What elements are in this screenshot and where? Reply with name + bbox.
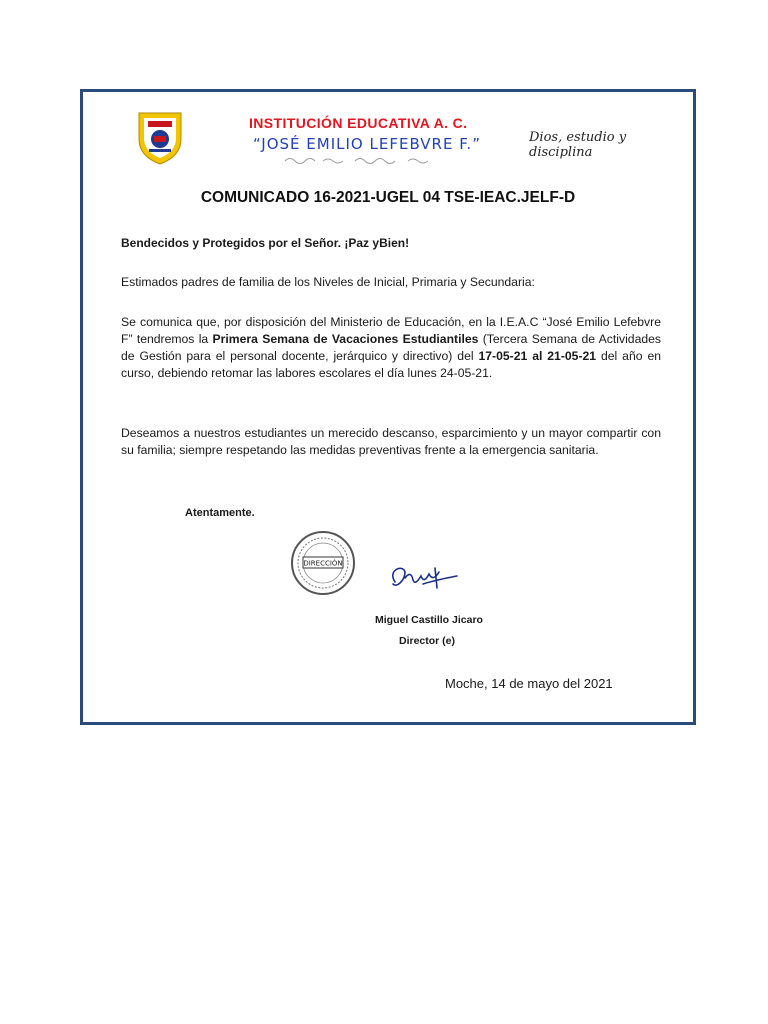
institution-subtitle-scribble <box>283 155 433 167</box>
subtitle-scribble-icon <box>283 155 433 165</box>
body-paragraph-announcement <box>121 314 661 382</box>
announcement-text-end: del año en curso, debiendo retomar las labores escolares el día lunes 24-05-21. <box>121 349 661 380</box>
seal-label: DIRECCIÓN <box>303 559 343 568</box>
signer-role: Director (e) <box>399 635 456 647</box>
announcement-text: Se comunica que, por disposición del Ministerio de Educación, en la I.E.A.C “José Emilio Lefebvre F” tendremos la <box>121 315 661 346</box>
institution-person-name: “JOSÉ EMILIO LEFEBVRE F.” <box>253 135 481 153</box>
vacation-dates-highlight: 17-05-21 al 21-05-21 <box>478 349 597 363</box>
vacation-week-highlight: Primera Semana de Vacaciones Estudiantiles <box>212 332 479 346</box>
body-paragraph-wishes: Deseamos a nuestros estudiantes un merecido descanso, esparcimiento y un mayor compartir con su familia; siempre respetando las medidas preventivas frente a la emergencia sanitaria. <box>121 426 661 457</box>
document-frame <box>80 89 696 725</box>
official-seal-icon <box>290 530 356 596</box>
salutation: Estimados padres de familia de los Niveles de Inicial, Primaria y Secundaria: <box>121 275 535 289</box>
greeting: Bendecidos y Protegidos por el Señor. ¡Paz yBien! <box>121 236 410 250</box>
document-date: Moche, 14 de mayo del 2021 <box>445 676 613 691</box>
announcement-text-cont: (Tercera Semana de Actividades de Gestión para el personal docente, jerárquico y directivo) del <box>121 332 661 363</box>
signature-icon <box>383 560 461 596</box>
signer-name: Miguel Castillo Jicaro <box>375 614 483 626</box>
institution-name: INSTITUCIÓN EDUCATIVA A. C. <box>249 115 468 131</box>
institution-motto: Dios, estudio y disciplina <box>529 130 627 160</box>
school-crest-icon <box>137 111 183 165</box>
document-title: COMUNICADO 16-2021-UGEL 04 TSE-IEAC.JELF-D <box>200 189 576 206</box>
closing: Atentamente. <box>185 507 255 519</box>
